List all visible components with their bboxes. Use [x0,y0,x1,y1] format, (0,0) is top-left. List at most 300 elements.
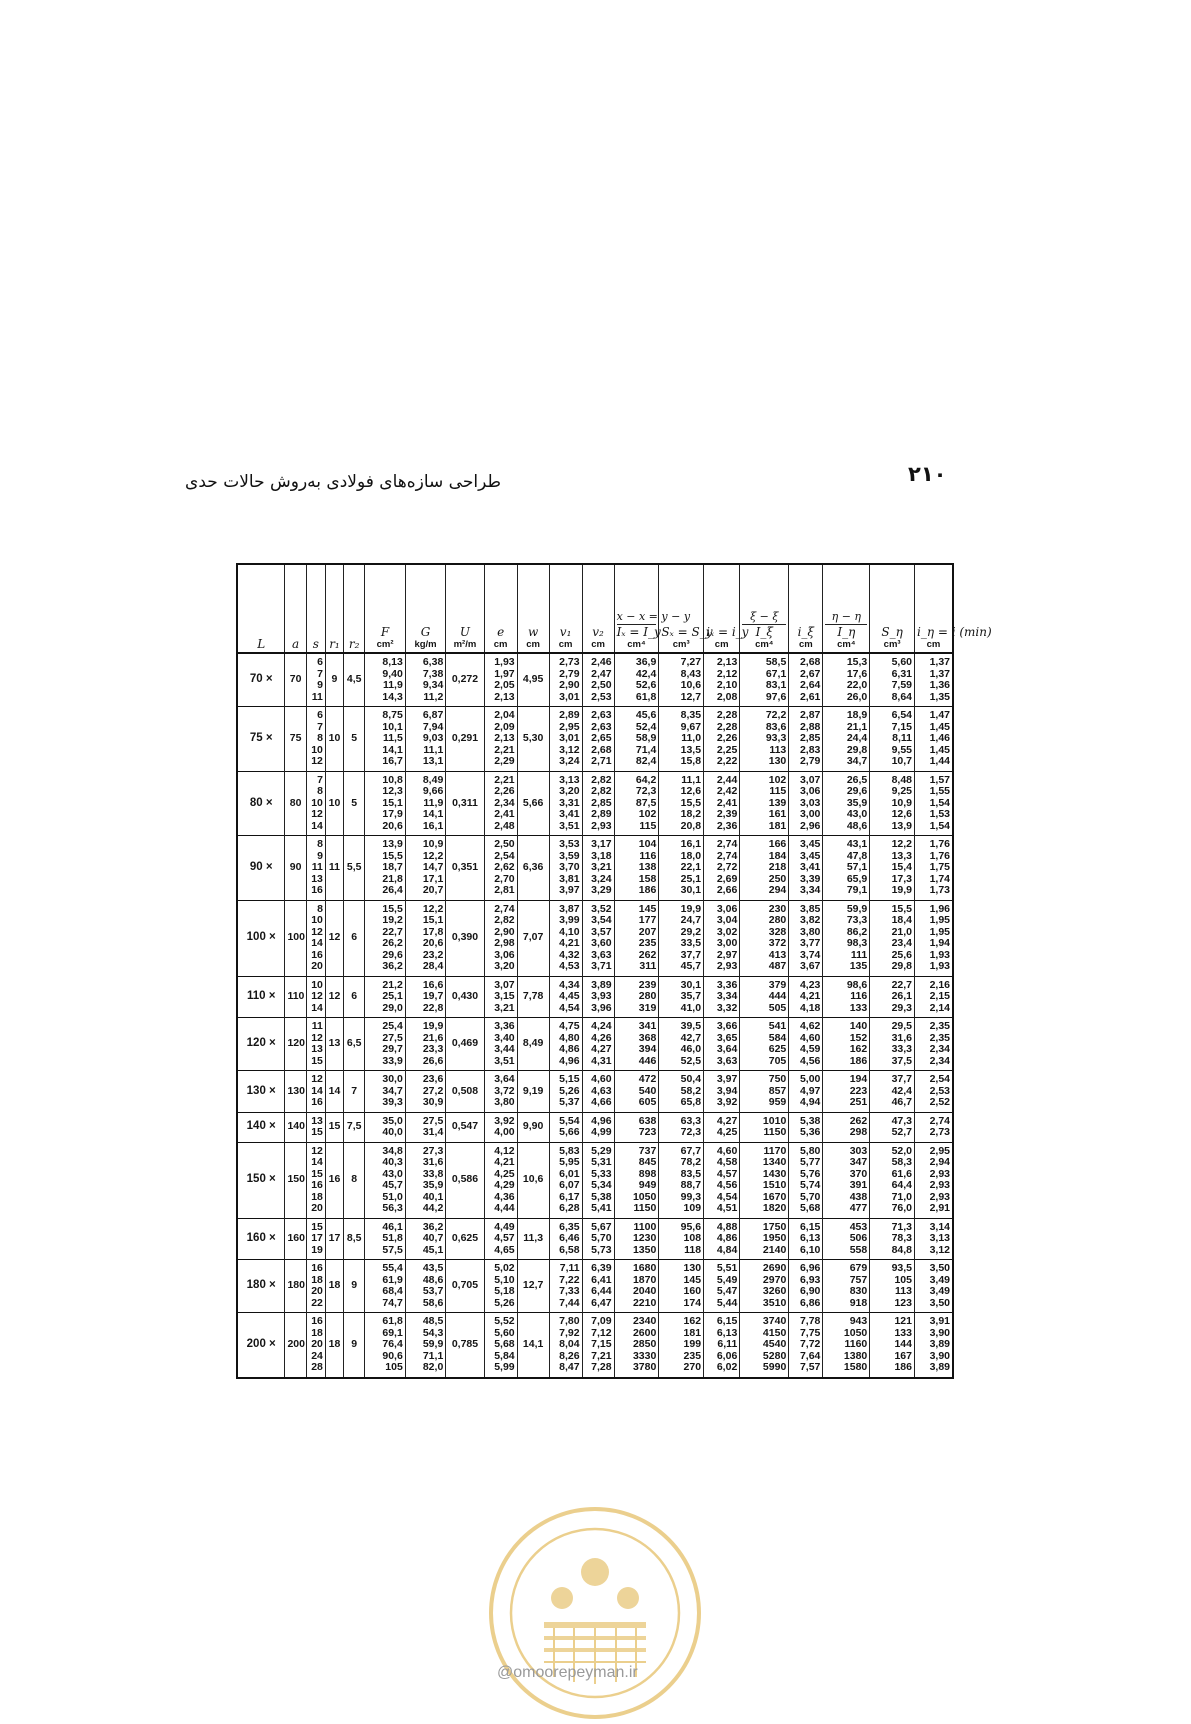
cell-a: 70 [285,653,306,707]
cell-u: 0,291 [446,707,484,772]
cell-s: 13 15 [306,1112,325,1142]
cell-s: 16 18 20 22 [306,1260,325,1313]
cell-ixi: 5,00 4,97 4,94 [789,1071,823,1113]
cell-u: 0,351 [446,836,484,901]
cell-ieta: 194 223 251 [823,1071,870,1113]
column-symbol: G [420,625,431,639]
cell-g: 6,87 7,94 9,03 11,1 13,1 [405,707,445,772]
table-row [237,900,953,976]
cell-ixi: 230 280 328 372 413 487 [740,900,789,976]
cell-ixi: 3740 4150 4540 5280 5990 [740,1313,789,1378]
cell-u: 0,430 [446,976,484,1018]
cell-a: 110 [285,976,306,1018]
column-unit: cm² [376,638,394,650]
cell-s: 11 12 13 15 [306,1018,325,1071]
cell-r1: 16 [325,1142,343,1218]
cell-s: 12 14 16 [306,1071,325,1113]
cell-e: 5,52 5,60 5,68 5,84 5,99 [484,1313,517,1378]
cell-ix: 2340 2600 2850 3330 3780 [614,1313,659,1378]
column-header [915,564,992,653]
column-header [704,564,749,653]
cell-f: 46,1 51,8 57,5 [365,1218,405,1260]
column-symbol: L [257,636,266,651]
cell-seta: 6,54 7,15 8,11 9,55 10,7 [870,707,915,772]
column-header [823,564,870,653]
cell-u: 0,705 [446,1260,484,1313]
table-row [237,1218,953,1260]
cell-f: 35,0 40,0 [365,1112,405,1142]
cell-ix: 104 116 138 158 186 [614,836,659,901]
cell-ieta: 43,1 47,8 57,1 65,9 79,1 [823,836,870,901]
cell-r2: 7 [344,1071,365,1113]
cell-ixi: 6,15 6,13 6,10 [789,1218,823,1260]
cell-ieta: 3,91 3,90 3,89 3,90 3,89 [915,1313,954,1378]
cell-v1: 3,13 3,20 3,31 3,41 3,51 [549,771,582,836]
cell-s: 8 9 11 13 16 [306,836,325,901]
cell-ixi: 1750 1950 2140 [740,1218,789,1260]
cell-ix: 4,60 4,58 4,57 4,56 4,54 4,51 [704,1142,740,1218]
table-row [237,1313,953,1378]
cell-name: 140 × [246,1120,276,1133]
cell-g: 23,6 27,2 30,9 [405,1071,445,1113]
cell-w: 11,3 [517,1218,549,1260]
table-row [237,1018,953,1071]
cell-ixi: 166 184 218 250 294 [740,836,789,901]
cell-ix: 4,27 4,25 [704,1112,740,1142]
cell-r1: 12 [325,900,343,976]
cell-r2: 6 [344,976,365,1018]
cell-ieta: 1,57 1,55 1,54 1,53 1,54 [915,771,954,836]
cell-s: 7 8 10 12 14 [306,771,325,836]
cell-name: 90 × [249,861,273,873]
cell-v1: 7,11 7,22 7,33 7,44 [549,1260,582,1313]
column-symbol: v₁ [559,625,572,639]
cell-seta: 37,7 42,4 46,7 [870,1071,915,1113]
cell-ieta: 140 152 162 186 [823,1018,870,1071]
cell-ixi: 1010 1150 [740,1112,789,1142]
column-symbol: i_η = i (min) [917,625,992,639]
cell-ieta: 2,95 2,94 2,93 2,93 2,93 2,91 [915,1142,954,1218]
cell-ix: 239 280 319 [614,976,659,1018]
cell-g: 48,5 54,3 59,9 71,1 82,0 [405,1313,445,1378]
cell-e: 2,04 2,09 2,13 2,21 2,29 [484,707,517,772]
cell-sx: 130 145 160 174 [659,1260,704,1313]
cell-ixi: 3,45 3,45 3,41 3,39 3,34 [789,836,823,901]
column-symbol: Sₓ = S_y [661,625,713,639]
column-symbol: w [527,625,539,639]
cell-sx: 8,35 9,67 11,0 13,5 15,8 [659,707,704,772]
cell-v2: 3,89 3,93 3,96 [582,976,614,1018]
cell-name: 150 × [246,1173,276,1186]
cell-ix: 3,97 3,94 3,92 [704,1071,740,1113]
cell-sx: 16,1 18,0 22,1 25,1 30,1 [659,836,704,901]
cell-ix: 638 723 [614,1112,659,1142]
table-row [237,707,953,772]
cell-v1: 4,75 4,80 4,86 4,96 [549,1018,582,1071]
column-unit: cm³ [883,638,901,650]
cell-name: 75 × [249,732,273,744]
cell-g: 43,5 48,6 53,7 58,6 [405,1260,445,1313]
cell-e: 2,74 2,82 2,90 2,98 3,06 3,20 [484,900,517,976]
cell-r1: 18 [325,1260,343,1313]
column-header [789,564,823,653]
cell-seta: 8,48 9,25 10,9 12,6 13,9 [870,771,915,836]
cell-r1: 10 [325,771,343,836]
cell-v2: 5,67 5,70 5,73 [582,1218,614,1260]
cell-ixi: 1170 1340 1430 1510 1670 1820 [740,1142,789,1218]
cell-ixi: 58,5 67,1 83,1 97,6 [740,653,789,707]
column-group-label: x − x = y − y [617,611,657,626]
cell-r1: 14 [325,1071,343,1113]
cell-ieta: 1,37 1,37 1,36 1,35 [915,653,954,707]
cell-a: 120 [285,1018,306,1071]
cell-g: 12,2 15,1 17,8 20,6 23,2 28,4 [405,900,445,976]
cell-a: 180 [285,1260,306,1313]
cell-a: 80 [285,771,306,836]
cell-f: 25,4 27,5 29,7 33,9 [365,1018,405,1071]
cell-r2: 5 [344,771,365,836]
cell-seta: 47,3 52,7 [870,1112,915,1142]
column-symbol: U [459,625,471,639]
cell-name: 70 × [249,673,273,686]
column-header [484,564,517,653]
cell-v1: 2,73 2,79 2,90 3,01 [549,653,582,707]
cell-ix: 64,2 72,3 87,5 102 115 [614,771,659,836]
cell-ix: 341 368 394 446 [614,1018,659,1071]
cell-g: 10,9 12,2 14,7 17,1 20,7 [405,836,445,901]
table-row [237,1142,953,1218]
cell-ix: 472 540 605 [614,1071,659,1113]
cell-r1: 15 [325,1112,343,1142]
cell-sx: 39,5 42,7 46,0 52,5 [659,1018,704,1071]
column-symbol: a [292,636,300,651]
cell-ieta: 98,6 116 133 [823,976,870,1018]
seal-logo-icon [484,1502,706,1724]
cell-v1: 5,83 5,95 6,01 6,07 6,17 6,28 [549,1142,582,1218]
cell-w: 12,7 [517,1260,549,1313]
cell-u: 0,272 [446,653,484,707]
cell-e: 1,93 1,97 2,05 2,13 [484,653,517,707]
cell-w: 9,19 [517,1071,549,1113]
watermark-url: @omoorepeyman.ir [497,1664,638,1681]
table-row [237,1112,953,1142]
cell-ix: 3,66 3,65 3,64 3,63 [704,1018,740,1071]
cell-w: 9,90 [517,1112,549,1142]
cell-ix: 4,88 4,86 4,84 [704,1218,740,1260]
cell-v2: 7,09 7,12 7,15 7,21 7,28 [582,1313,614,1378]
cell-ixi: 3,07 3,06 3,03 3,00 2,96 [789,771,823,836]
cell-ix: 145 177 207 235 262 311 [614,900,659,976]
cell-ixi: 6,96 6,93 6,90 6,86 [789,1260,823,1313]
cell-r1: 10 [325,707,343,772]
cell-ixi: 7,78 7,75 7,72 7,64 7,57 [789,1313,823,1378]
cell-ixi: 5,38 5,36 [789,1112,823,1142]
cell-s: 16 18 20 24 28 [306,1313,325,1378]
cell-ix: 2,13 2,12 2,10 2,08 [704,653,740,707]
page-number: ۲۱۰ [908,462,947,486]
cell-seta: 29,5 31,6 33,3 37,5 [870,1018,915,1071]
cell-r2: 9 [344,1313,365,1378]
cell-sx: 50,4 58,2 65,8 [659,1071,704,1113]
cell-g: 19,9 21,6 23,3 26,6 [405,1018,445,1071]
cell-ieta: 3,50 3,49 3,49 3,50 [915,1260,954,1313]
cell-f: 8,75 10,1 11,5 14,1 16,7 [365,707,405,772]
cell-ixi: 4,62 4,60 4,59 4,56 [789,1018,823,1071]
cell-w: 8,49 [517,1018,549,1071]
cell-w: 5,66 [517,771,549,836]
cell-u: 0,785 [446,1313,484,1378]
cell-v2: 4,60 4,63 4,66 [582,1071,614,1113]
cell-ieta: 303 347 370 391 438 477 [823,1142,870,1218]
cell-sx: 95,6 108 118 [659,1218,704,1260]
column-header [870,564,915,653]
cell-r1: 13 [325,1018,343,1071]
column-header [446,564,484,653]
cell-e: 3,36 3,40 3,44 3,51 [484,1018,517,1071]
column-header [365,564,405,653]
cell-ix: 2,28 2,28 2,26 2,25 2,22 [704,707,740,772]
table-row [237,836,953,901]
column-unit: cm⁴ [627,638,646,650]
cell-v2: 3,17 3,18 3,21 3,24 3,29 [582,836,614,901]
cell-r2: 7,5 [344,1112,365,1142]
cell-ieta: 262 298 [823,1112,870,1142]
cell-ixi: 72,2 83,6 93,3 113 130 [740,707,789,772]
column-group-label: ξ − ξ [742,611,786,626]
cell-ixi: 750 857 959 [740,1071,789,1113]
cell-ieta: 679 757 830 918 [823,1260,870,1313]
cell-r1: 18 [325,1313,343,1378]
cell-seta: 12,2 13,3 15,4 17,3 19,9 [870,836,915,901]
cell-g: 16,6 19,7 22,8 [405,976,445,1018]
cell-v2: 2,63 2,63 2,65 2,68 2,71 [582,707,614,772]
cell-v2: 4,96 4,99 [582,1112,614,1142]
cell-ix: 737 845 898 949 1050 1150 [614,1142,659,1218]
running-header-title: طراحی سازه‌های فولادی به‌روش حالات حدی [185,472,501,492]
column-unit: cm [798,638,813,650]
column-symbol: I_ξ [755,625,773,639]
cell-ieta: 15,3 17,6 22,0 26,0 [823,653,870,707]
cell-name: 110 × [246,990,276,1002]
cell-e: 3,07 3,15 3,21 [484,976,517,1018]
cell-ix: 36,9 42,4 52,6 61,8 [614,653,659,707]
column-unit: cm [926,638,941,650]
cell-v1: 5,15 5,26 5,37 [549,1071,582,1113]
column-unit: cm [526,638,540,650]
cell-ixi: 2690 2970 3260 3510 [740,1260,789,1313]
cell-f: 15,5 19,2 22,7 26,2 29,6 36,2 [365,900,405,976]
cell-seta: 93,5 105 113 123 [870,1260,915,1313]
column-unit: cm [493,638,508,650]
cell-sx: 30,1 35,7 41,0 [659,976,704,1018]
cell-f: 30,0 34,7 39,3 [365,1071,405,1113]
cell-name: 130 × [246,1084,276,1097]
cell-w: 5,30 [517,707,549,772]
cell-ix: 45,6 52,4 58,9 71,4 82,4 [614,707,659,772]
cell-ieta: 18,9 21,1 24,4 29,8 34,7 [823,707,870,772]
cell-sx: 63,3 72,3 [659,1112,704,1142]
cell-v2: 4,24 4,26 4,27 4,31 [582,1018,614,1071]
cell-r1: 9 [325,653,343,707]
cell-f: 55,4 61,9 68,4 74,7 [365,1260,405,1313]
cell-ieta: 1,47 1,45 1,46 1,45 1,44 [915,707,954,772]
cell-u: 0,547 [446,1112,484,1142]
angle-profile-table [236,563,992,1379]
cell-ieta: 2,54 2,53 2,52 [915,1071,954,1113]
table-row [237,1260,953,1313]
column-header [582,564,614,653]
cell-ix: 6,15 6,13 6,11 6,06 6,02 [704,1313,740,1378]
cell-f: 34,8 40,3 43,0 45,7 51,0 56,3 [365,1142,405,1218]
column-symbol: e [497,625,505,639]
cell-seta: 15,5 18,4 21,0 23,4 25,6 29,8 [870,900,915,976]
cell-v2: 3,52 3,54 3,57 3,60 3,63 3,71 [582,900,614,976]
cell-ixi: 5,80 5,77 5,76 5,74 5,70 5,68 [789,1142,823,1218]
cell-s: 15 17 19 [306,1218,325,1260]
cell-g: 36,2 40,7 45,1 [405,1218,445,1260]
cell-v2: 2,46 2,47 2,50 2,53 [582,653,614,707]
cell-ix: 1100 1230 1350 [614,1218,659,1260]
column-symbol: r₂ [348,636,360,651]
cell-name: 200 × [246,1338,276,1350]
cell-ix: 3,06 3,04 3,02 3,00 2,97 2,93 [704,900,740,976]
cell-g: 6,38 7,38 9,34 11,2 [405,653,445,707]
cell-a: 130 [285,1071,306,1113]
column-symbol: r₁ [329,636,340,651]
cell-ix: 3,36 3,34 3,32 [704,976,740,1018]
cell-v1: 6,35 6,46 6,58 [549,1218,582,1260]
cell-ieta: 1,76 1,76 1,75 1,74 1,73 [915,836,954,901]
cell-w: 7,78 [517,976,549,1018]
header-row [237,564,953,653]
cell-w: 14,1 [517,1313,549,1378]
cell-ix: 2,44 2,42 2,41 2,39 2,36 [704,771,740,836]
cell-a: 200 [285,1313,306,1378]
cell-r2: 8 [344,1142,365,1218]
cell-r1: 12 [325,976,343,1018]
cell-sx: 7,27 8,43 10,6 12,7 [659,653,704,707]
column-header [325,564,343,653]
table-row [237,771,953,836]
column-header [740,564,789,653]
cell-ieta: 1,96 1,95 1,95 1,94 1,93 1,93 [915,900,954,976]
column-unit: cm⁴ [837,638,856,650]
cell-u: 0,586 [446,1142,484,1218]
cell-v1: 4,34 4,45 4,54 [549,976,582,1018]
cell-f: 21,2 25,1 29,0 [365,976,405,1018]
cell-ix: 2,74 2,74 2,72 2,69 2,66 [704,836,740,901]
cell-ix: 5,51 5,49 5,47 5,44 [704,1260,740,1313]
cell-ixi: 3,85 3,82 3,80 3,77 3,74 3,67 [789,900,823,976]
column-header [659,564,713,653]
table-row [237,653,953,707]
cell-e: 3,92 4,00 [484,1112,517,1142]
cell-sx: 162 181 199 235 270 [659,1313,704,1378]
column-header [285,564,306,653]
cell-r2: 4,5 [344,653,365,707]
cell-name: 120 × [246,1037,276,1050]
column-symbol: Iₓ = I_y [616,625,661,639]
cell-f: 13,9 15,5 18,7 21,8 26,4 [365,836,405,901]
cell-r2: 8,5 [344,1218,365,1260]
cell-r2: 9 [344,1260,365,1313]
cell-ieta: 2,74 2,73 [915,1112,954,1142]
cell-s: 12 14 15 16 18 20 [306,1142,325,1218]
cell-v1: 5,54 5,66 [549,1112,582,1142]
cell-a: 100 [285,900,306,976]
column-header [237,564,285,653]
column-symbol: v₂ [592,625,604,639]
cell-a: 160 [285,1218,306,1260]
cell-ieta: 943 1050 1160 1380 1580 [823,1313,870,1378]
cell-v1: 3,53 3,59 3,70 3,81 3,97 [549,836,582,901]
cell-w: 10,6 [517,1142,549,1218]
cell-e: 3,64 3,72 3,80 [484,1071,517,1113]
cell-g: 27,5 31,4 [405,1112,445,1142]
cell-ieta: 2,16 2,15 2,14 [915,976,954,1018]
cell-e: 4,12 4,21 4,25 4,29 4,36 4,44 [484,1142,517,1218]
cell-r2: 6 [344,900,365,976]
cell-v2: 5,29 5,31 5,33 5,34 5,38 5,41 [582,1142,614,1218]
cell-sx: 11,1 12,6 15,5 18,2 20,8 [659,771,704,836]
cell-ixi: 102 115 139 161 181 [740,771,789,836]
cell-a: 75 [285,707,306,772]
column-header [517,564,549,653]
cell-ixi: 2,87 2,88 2,85 2,83 2,79 [789,707,823,772]
cell-u: 0,311 [446,771,484,836]
column-unit: cm [714,638,729,650]
cell-v1: 7,80 7,92 8,04 8,26 8,47 [549,1313,582,1378]
column-symbol: F [380,625,390,639]
cell-a: 140 [285,1112,306,1142]
cell-g: 8,49 9,66 11,9 14,1 16,1 [405,771,445,836]
cell-w: 6,36 [517,836,549,901]
column-symbol: iₓ = i_y [706,625,749,639]
cell-seta: 52,0 58,3 61,6 64,4 71,0 76,0 [870,1142,915,1218]
cell-name: 160 × [246,1232,276,1244]
cell-a: 150 [285,1142,306,1218]
column-unit: cm³ [672,638,690,650]
cell-e: 2,21 2,26 2,34 2,41 2,48 [484,771,517,836]
cell-f: 10,8 12,3 15,1 17,9 20,6 [365,771,405,836]
cell-r2: 6,5 [344,1018,365,1071]
table-header [237,564,992,653]
column-header [549,564,582,653]
column-unit: m²/m [453,638,477,650]
column-unit: cm [558,638,573,650]
cell-u: 0,508 [446,1071,484,1113]
cell-name: 100 × [246,931,276,944]
cell-f: 8,13 9,40 11,9 14,3 [365,653,405,707]
column-symbol: I_η [837,625,856,639]
column-symbol: S_η [881,625,903,639]
cell-name: 80 × [249,796,273,809]
table-body [237,653,953,1378]
cell-e: 4,49 4,57 4,65 [484,1218,517,1260]
cell-seta: 5,60 6,31 7,59 8,64 [870,653,915,707]
column-symbol: s [312,636,319,651]
cell-ieta: 453 506 558 [823,1218,870,1260]
cell-e: 2,50 2,54 2,62 2,70 2,81 [484,836,517,901]
cell-ixi: 2,68 2,67 2,64 2,61 [789,653,823,707]
cell-s: 6 7 9 11 [306,653,325,707]
cell-r1: 11 [325,836,343,901]
cell-u: 0,390 [446,900,484,976]
cell-w: 7,07 [517,900,549,976]
column-unit: cm [591,638,605,650]
table-row [237,976,953,1018]
column-header [405,564,445,653]
